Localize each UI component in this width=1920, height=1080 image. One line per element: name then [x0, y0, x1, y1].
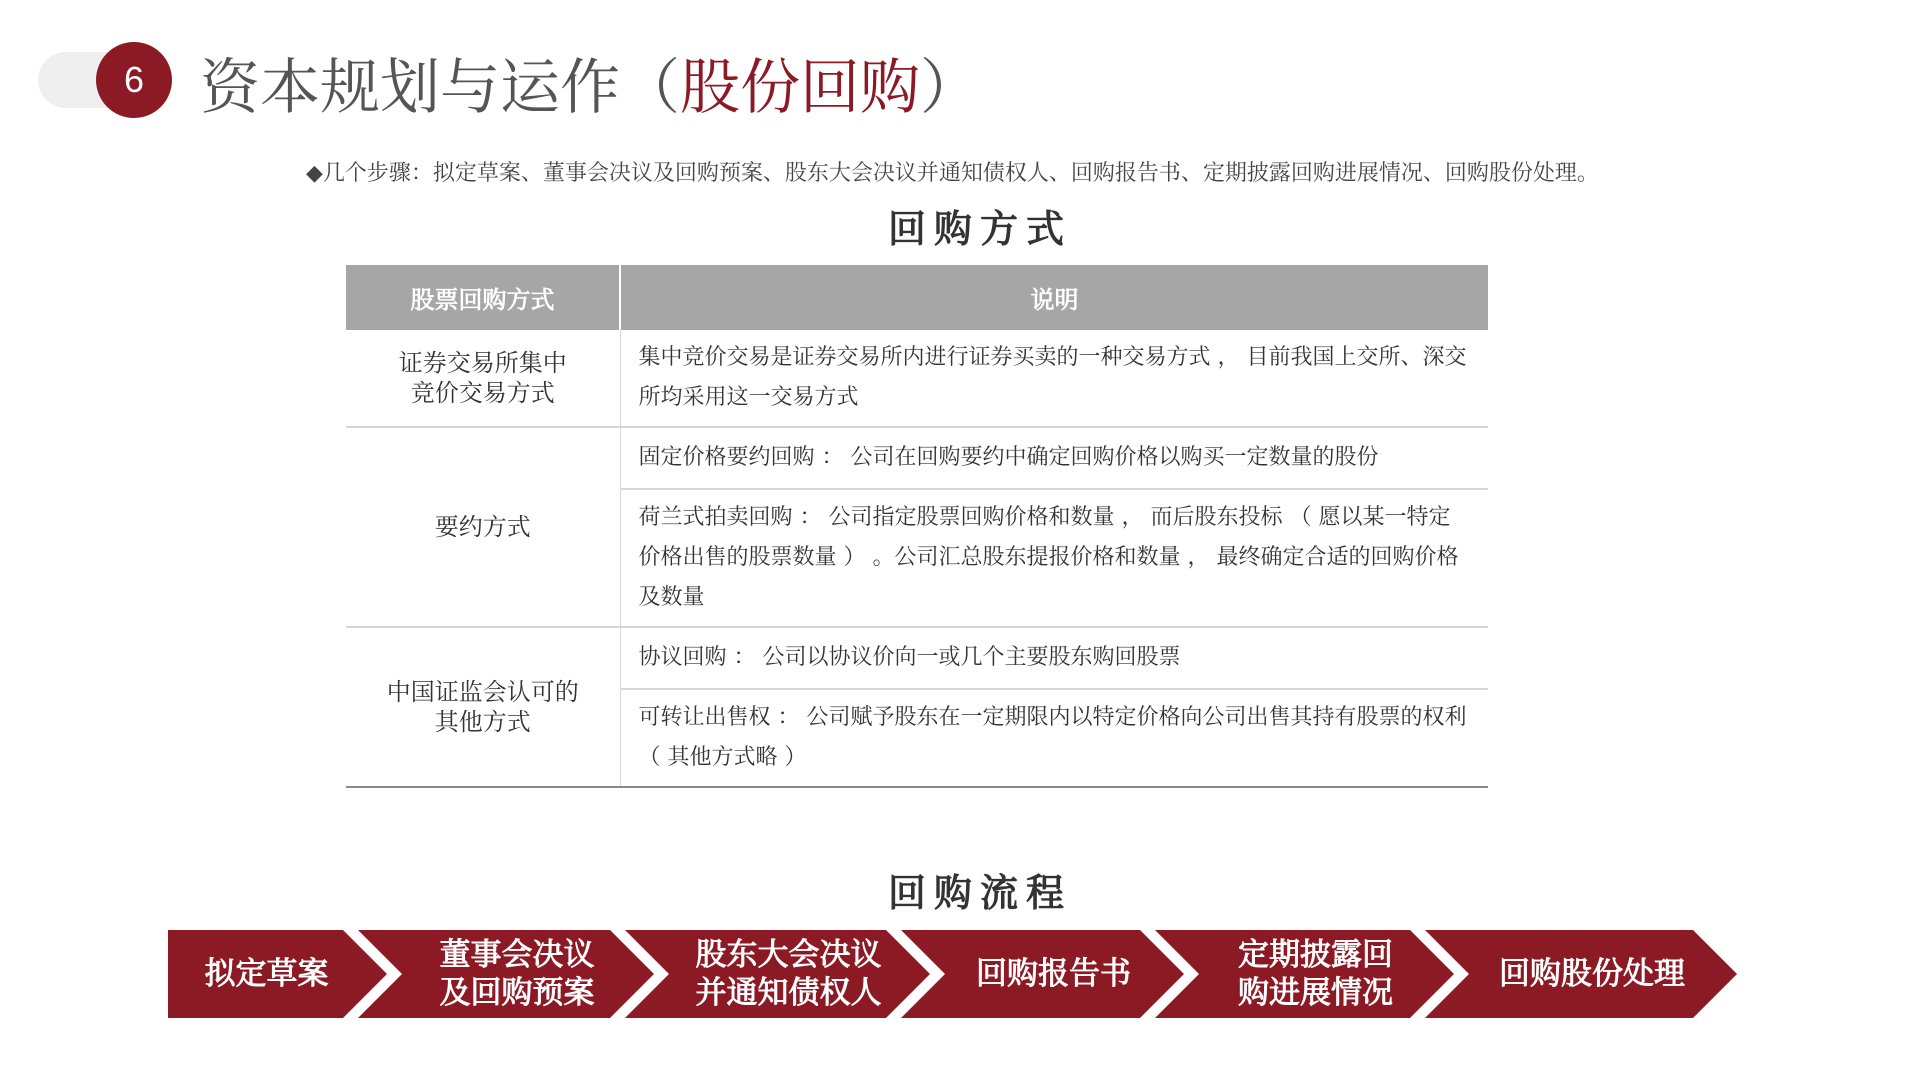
method-cell-tender-offer [346, 427, 620, 627]
table-row [346, 330, 1488, 427]
table-header-row [346, 265, 1488, 330]
page-title-suffix: ） [920, 53, 980, 123]
process-step-label [168, 930, 365, 1018]
process-step-line: 股东大会决议 [695, 937, 882, 973]
description-cell: 可转让出售权 ： 公司赋予股东在一定期限内以特定价格向公司出售其持有股票的权利 （ 其他方式略 ） [620, 689, 1488, 787]
process-step-line: 及回购预案 [439, 975, 595, 1011]
description-cell: 固定价格要约回购 ： 公司在回购要约中确定回购价格以购买一定数量的股份 [620, 427, 1488, 489]
method-cell-other [346, 627, 620, 787]
table-section-title: 回购方式 [887, 207, 1072, 251]
page-title-accent: 股份回购 [680, 53, 920, 123]
description-cell: 集中竞价交易是证券交易所内进行证券买卖的一种交易方式 ， 目前我国上交所、深交所均采用这一交易方式 [620, 330, 1488, 427]
process-step-line: 拟定草案 [204, 956, 329, 992]
method-line: 证券交易所集中 [398, 349, 567, 377]
process-step-line: 购进展情况 [1238, 975, 1393, 1011]
method-line: 竞价交易方式 [410, 379, 555, 407]
section-number-badge [96, 42, 172, 118]
method-line: 中国证监会认可的 [386, 678, 579, 706]
repurchase-methods-table [346, 265, 1488, 788]
page-title [200, 48, 980, 128]
repurchase-process-flow [168, 930, 1768, 1018]
table-row [346, 427, 1488, 489]
process-step-line: 回购股份处理 [1499, 956, 1685, 992]
method-line: 其他方式 [434, 708, 531, 736]
steps-summary: ◆几个步骤：拟定草案、董事会决议及回购预案、股东大会决议并通知债权人、回购报告书、定期披露回购进展情况、回购股份处理。 [306, 161, 1599, 186]
method-line: 要约方式 [434, 513, 531, 541]
section-number: 6 [123, 59, 145, 100]
process-step-label [402, 930, 632, 1018]
page-title-prefix: 资本规划与运作（ [200, 53, 680, 123]
description-cell: 荷兰式拍卖回购 ： 公司指定股票回购价格和数量 ， 而后股东投标 （ 愿以某一特定价格出售的股票数量 ） 。公司汇总股东提报价格和数量 ， 最终确定合适的回购价格及数量 [620, 489, 1488, 627]
flow-section-title: 回购流程 [887, 871, 1072, 915]
process-step-line: 定期披露回 [1238, 937, 1393, 973]
process-step-label [1469, 930, 1715, 1018]
process-step-label [669, 930, 908, 1018]
table-header-description: 说明 [620, 265, 1488, 330]
table-header-method: 股票回购方式 [346, 265, 620, 330]
process-step-label [1199, 930, 1432, 1018]
description-cell: 协议回购 ： 公司以协议价向一或几个主要股东购回股票 [620, 627, 1488, 689]
method-cell-exchange [346, 330, 620, 427]
process-step-line: 董事会决议 [439, 937, 595, 973]
process-step-line: 回购报告书 [976, 956, 1131, 992]
process-step-label [945, 930, 1162, 1018]
process-step-line: 并通知债权人 [695, 975, 882, 1011]
table-row [346, 627, 1488, 689]
